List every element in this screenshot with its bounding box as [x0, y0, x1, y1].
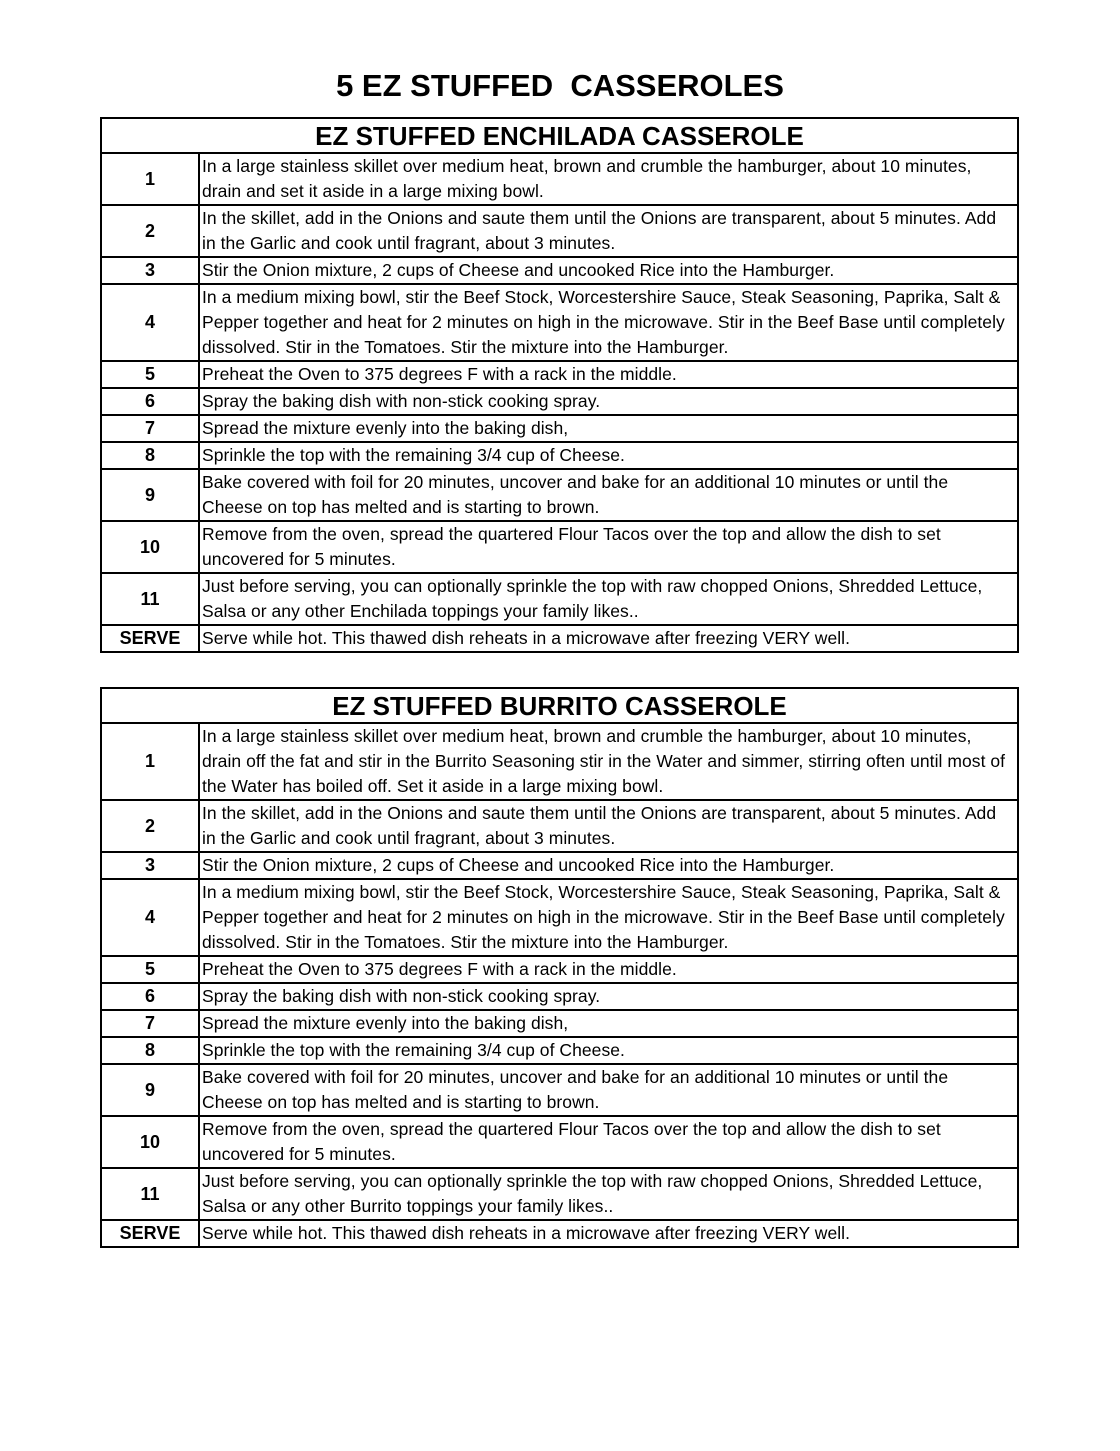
step-number: SERVE: [101, 1220, 199, 1247]
step-text: Remove from the oven, spread the quartered Flour Tacos over the top and allow the dish to set uncovered for 5 minutes.: [199, 1116, 1018, 1168]
table-row: [101, 442, 1018, 469]
table-row: [101, 1116, 1018, 1168]
table-row: [101, 852, 1018, 879]
step-text: Serve while hot. This thawed dish reheats in a microwave after freezing VERY well.: [199, 625, 1018, 652]
step-number: 7: [101, 1010, 199, 1037]
step-number: 9: [101, 469, 199, 521]
step-text: Serve while hot. This thawed dish reheats in a microwave after freezing VERY well.: [199, 1220, 1018, 1247]
step-number: 4: [101, 879, 199, 956]
table-row: [101, 573, 1018, 625]
step-number: 9: [101, 1064, 199, 1116]
table-row: [101, 284, 1018, 361]
table-row: [101, 415, 1018, 442]
table-row: [101, 1220, 1018, 1247]
table-row: [101, 1064, 1018, 1116]
step-text: Just before serving, you can optionally sprinkle the top with raw chopped Onions, Shredded Lettuce, Salsa or any other Enchilada toppings your family likes..: [199, 573, 1018, 625]
step-text: Sprinkle the top with the remaining 3/4 cup of Cheese.: [199, 1037, 1018, 1064]
step-number: 1: [101, 723, 199, 800]
table-row: [101, 388, 1018, 415]
table-row: [101, 469, 1018, 521]
step-text: In the skillet, add in the Onions and saute them until the Onions are transparent, about 5 minutes. Add in the Garlic and cook until fragrant, about 3 minutes.: [199, 205, 1018, 257]
table-row: [101, 983, 1018, 1010]
step-text: Spread the mixture evenly into the baking dish,: [199, 415, 1018, 442]
step-number: 3: [101, 257, 199, 284]
step-number: 5: [101, 361, 199, 388]
step-text: Sprinkle the top with the remaining 3/4 cup of Cheese.: [199, 442, 1018, 469]
table-row: [101, 361, 1018, 388]
step-text: In a large stainless skillet over medium heat, brown and crumble the hamburger, about 10 minutes, drain and set it aside in a large mixing bowl.: [199, 153, 1018, 205]
table-row: [101, 879, 1018, 956]
step-number: 2: [101, 800, 199, 852]
table-row: [101, 800, 1018, 852]
step-number: 11: [101, 1168, 199, 1220]
step-number: 4: [101, 284, 199, 361]
step-text: Spread the mixture evenly into the baking dish,: [199, 1010, 1018, 1037]
step-text: In the skillet, add in the Onions and saute them until the Onions are transparent, about 5 minutes. Add in the Garlic and cook until fragrant, about 3 minutes.: [199, 800, 1018, 852]
table-row: [101, 723, 1018, 800]
step-text: Stir the Onion mixture, 2 cups of Cheese and uncooked Rice into the Hamburger.: [199, 257, 1018, 284]
step-text: Preheat the Oven to 375 degrees F with a rack in the middle.: [199, 956, 1018, 983]
step-text: Bake covered with foil for 20 minutes, uncover and bake for an additional 10 minutes or until the Cheese on top has melted and is starting to brown.: [199, 1064, 1018, 1116]
table-row: [101, 1010, 1018, 1037]
step-text: Preheat the Oven to 375 degrees F with a rack in the middle.: [199, 361, 1018, 388]
step-number: 7: [101, 415, 199, 442]
step-text: Spray the baking dish with non-stick cooking spray.: [199, 983, 1018, 1010]
step-number: 2: [101, 205, 199, 257]
step-text: Spray the baking dish with non-stick cooking spray.: [199, 388, 1018, 415]
step-text: In a large stainless skillet over medium heat, brown and crumble the hamburger, about 10 minutes, drain off the fat and stir in the Burrito Seasoning stir in the Water and simmer, stirring often until most of the Water has boiled off. Set it aside in a large mixing bowl.: [199, 723, 1018, 800]
step-text: Remove from the oven, spread the quartered Flour Tacos over the top and allow the dish to set uncovered for 5 minutes.: [199, 521, 1018, 573]
step-number: SERVE: [101, 625, 199, 652]
table-row: [101, 205, 1018, 257]
step-number: 1: [101, 153, 199, 205]
recipe-title: EZ STUFFED BURRITO CASSEROLE: [101, 688, 1018, 723]
step-text: Just before serving, you can optionally sprinkle the top with raw chopped Onions, Shredded Lettuce, Salsa or any other Burrito toppings your family likes..: [199, 1168, 1018, 1220]
table-row: [101, 1168, 1018, 1220]
step-number: 10: [101, 1116, 199, 1168]
step-number: 11: [101, 573, 199, 625]
table-row: [101, 956, 1018, 983]
step-number: 6: [101, 388, 199, 415]
step-number: 5: [101, 956, 199, 983]
table-row: [101, 1037, 1018, 1064]
recipe-table-burrito: [100, 687, 1019, 1248]
table-row: [101, 257, 1018, 284]
table-row: [101, 625, 1018, 652]
step-number: 8: [101, 442, 199, 469]
table-row: [101, 521, 1018, 573]
table-row: [101, 153, 1018, 205]
recipe-title: EZ STUFFED ENCHILADA CASSEROLE: [101, 118, 1018, 153]
recipe-table-enchilada: [100, 117, 1019, 653]
step-number: 6: [101, 983, 199, 1010]
step-number: 10: [101, 521, 199, 573]
step-text: In a medium mixing bowl, stir the Beef Stock, Worcestershire Sauce, Steak Seasoning, Paprika, Salt & Pepper together and heat for 2 minutes on high in the microwave. Stir in the Beef Base until completely dissolved. Stir in the Tomatoes. Stir the mixture into the Hamburger.: [199, 284, 1018, 361]
step-text: Stir the Onion mixture, 2 cups of Cheese and uncooked Rice into the Hamburger.: [199, 852, 1018, 879]
step-number: 3: [101, 852, 199, 879]
page-title: 5 EZ STUFFED CASSEROLES: [336, 68, 784, 103]
step-number: 8: [101, 1037, 199, 1064]
step-text: Bake covered with foil for 20 minutes, uncover and bake for an additional 10 minutes or until the Cheese on top has melted and is starting to brown.: [199, 469, 1018, 521]
step-text: In a medium mixing bowl, stir the Beef Stock, Worcestershire Sauce, Steak Seasoning, Paprika, Salt & Pepper together and heat for 2 minutes on high in the microwave. Stir in the Beef Base until completely dissolved. Stir in the Tomatoes. Stir the mixture into the Hamburger.: [199, 879, 1018, 956]
